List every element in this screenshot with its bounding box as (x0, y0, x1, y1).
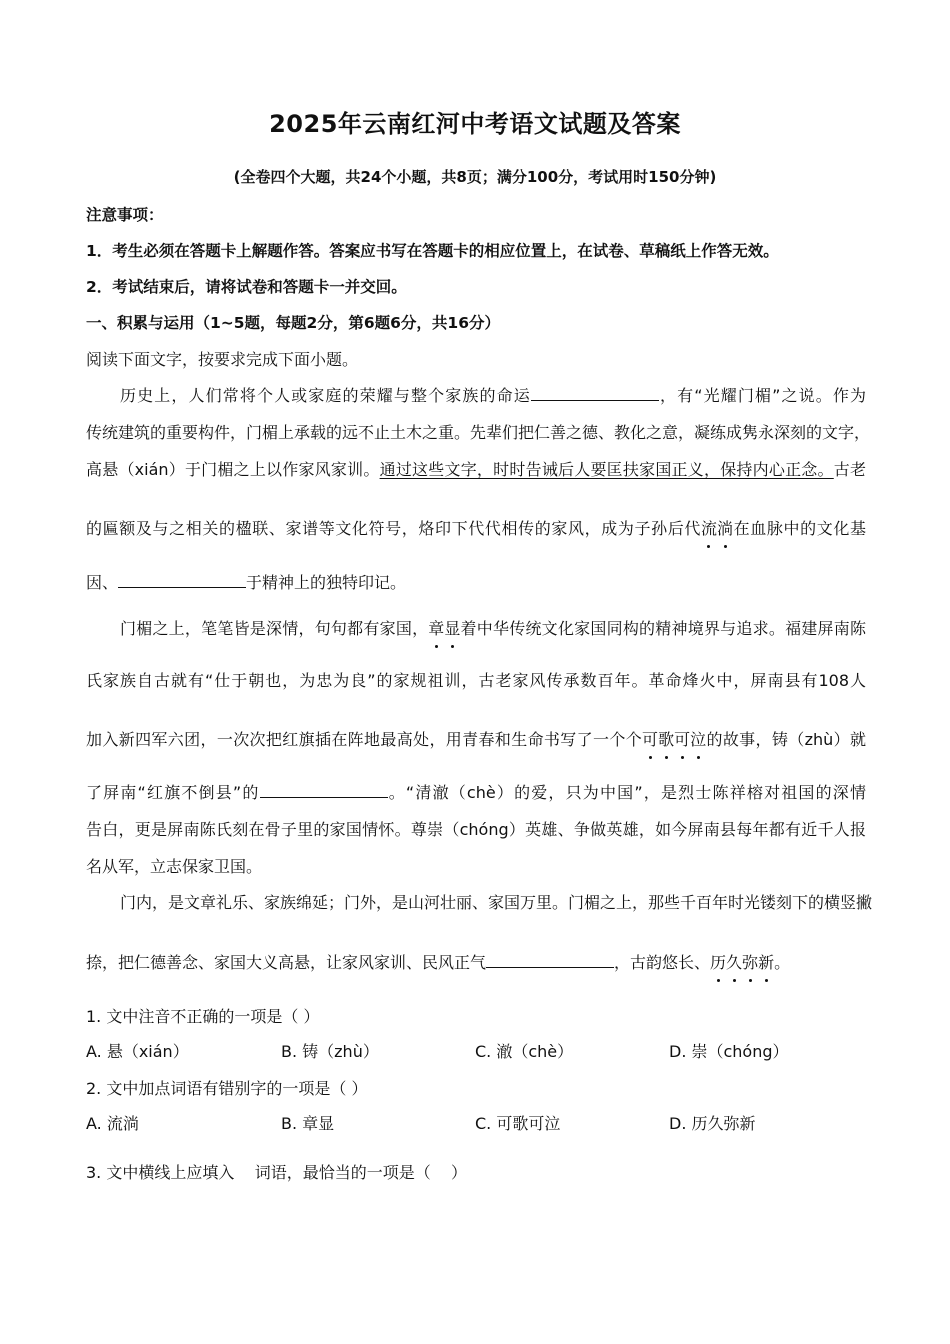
passage-text: 的故事，铸（zhù）就 (706, 730, 866, 749)
passage-text: 在血脉中的文化基 (733, 519, 866, 538)
passage-text: 古老 (833, 460, 866, 479)
question-1-option-c: C. 澈（chè） (475, 1042, 574, 1061)
passage-line (86, 780, 866, 803)
dotted-char: 章 (428, 616, 444, 639)
passage-text: 高悬（xián）于门楣之上以作家风家训。 (86, 460, 380, 479)
passage-text: 的匾额及与之相关的楹联、家谱等文化符号，烙印下代代相传的家风，成为子孙后代 (86, 519, 701, 538)
passage-line: 传统建筑的重要构件，门楣上承载的远不止土木之重。先辈们把仁善之德、教化之意，凝练成隽永深刻的文字， (86, 423, 871, 442)
question-2-stem: 2. 文中加点词语有错别字的一项是（ ） (86, 1079, 368, 1098)
passage-line (120, 383, 866, 406)
passage-line: 门内，是文章礼乐、家族绵延；门外，是山河壮丽、家国万里。门楣之上，那些千百年时光镂刻下的横竖撇 (120, 893, 873, 912)
question-3-stem: 3. 文中横线上应填入 词语，最恰当的一项是（ ） (86, 1163, 468, 1182)
question-2-option-c: C. 可歌可泣 (475, 1114, 561, 1133)
fill-blank (486, 951, 614, 968)
dotted-char: 淌 (717, 516, 733, 539)
question-2-option-b: B. 章显 (281, 1114, 335, 1133)
question-1-option-b: B. 铸（zhù） (281, 1042, 379, 1061)
page-title: 2025年云南红河中考语文试题及答案 (269, 110, 681, 138)
passage-text: 。 (774, 953, 791, 972)
exam-subtitle: (全卷四个大题，共24个小题，共8页；满分100分，考试用时150分钟) (233, 168, 717, 186)
passage-text: 着中华传统文化家国同构的精神境界与追求。福建屏南陈 (460, 619, 866, 638)
notice-item-1: 1．考生必须在答题卡上解题作答。答案应书写在答题卡的相应位置上，在试卷、草稿纸上作答无效。 (86, 242, 779, 260)
question-1-option-d: D. 崇（chóng） (669, 1042, 789, 1061)
passage-line: 氏家族自古就有“仕于朝也，为忠为良”的家规祖训，古老家风传承数百年。革命烽火中，屏南县有108人 (86, 671, 866, 690)
dotted-char: 久 (726, 950, 742, 973)
passage-line (86, 516, 866, 539)
passage-line (120, 616, 866, 639)
dotted-char: 流 (701, 516, 717, 539)
passage-line (86, 950, 866, 973)
passage-text: 因、 (86, 573, 119, 592)
fill-blank (118, 571, 246, 588)
notice-heading: 注意事项： (86, 206, 164, 224)
dotted-char: 可 (642, 727, 658, 750)
passage-line: 名从军，立志保家卫国。 (86, 857, 263, 876)
passage-text: 加入新四军六团，一次次把红旗插在阵地最高处，用青春和生命书写了一个个 (86, 730, 643, 749)
question-1-stem: 1. 文中注音不正确的一项是（ ） (86, 1007, 320, 1026)
passage-line (86, 727, 866, 750)
passage-text: 了屏南“红旗不倒县”的 (86, 783, 260, 802)
passage-text: 捺，把仁德善念、家国大义高悬，让家风家训、民风正气 (86, 953, 487, 972)
passage-text: ，有“光耀门楣”之说。作为 (658, 386, 866, 405)
dotted-char: 歌 (658, 727, 674, 750)
passage-line (86, 457, 866, 480)
dotted-char: 显 (444, 616, 460, 639)
dotted-char: 泣 (690, 727, 706, 750)
underlined-sentence: 通过这些文字，时时告诫后人要匡扶家国正义，保持内心正念。 (379, 460, 834, 479)
passage-text: 历史上，人们常将个人或家庭的荣耀与整个家族的命运 (120, 386, 531, 405)
passage-line (86, 570, 866, 593)
question-2-option-d: D. 历久弥新 (669, 1114, 756, 1133)
dotted-char: 可 (674, 727, 690, 750)
dotted-char: 弥 (742, 950, 758, 973)
passage-text: 于精神上的独特印记。 (246, 573, 407, 592)
fill-blank (531, 384, 659, 401)
fill-blank (260, 781, 388, 798)
question-2-option-a: A. 流淌 (86, 1114, 139, 1133)
section-instruction: 阅读下面文字，按要求完成下面小题。 (86, 350, 359, 369)
passage-text: 。“清澈（chè）的爱，只为中国”，是烈士陈祥榕对祖国的深情 (387, 783, 866, 802)
passage-line: 告白，更是屏南陈氏刻在骨子里的家国情怀。尊崇（chóng）英雄、争做英雄，如今屏南县每年都有近千人报 (86, 820, 866, 839)
passage-text: ，古韵悠长、 (614, 953, 711, 972)
passage-text: 门楣之上，笔笔皆是深情，句句都有家国， (120, 619, 429, 638)
notice-item-2: 2．考试结束后，请将试卷和答题卡一并交回。 (86, 278, 407, 296)
section-heading: 一、积累与运用（1~5题，每题2分，第6题6分，共16分） (86, 314, 500, 332)
question-1-option-a: A. 悬（xián） (86, 1042, 189, 1061)
dotted-char: 新 (758, 950, 774, 973)
dotted-char: 历 (710, 950, 726, 973)
